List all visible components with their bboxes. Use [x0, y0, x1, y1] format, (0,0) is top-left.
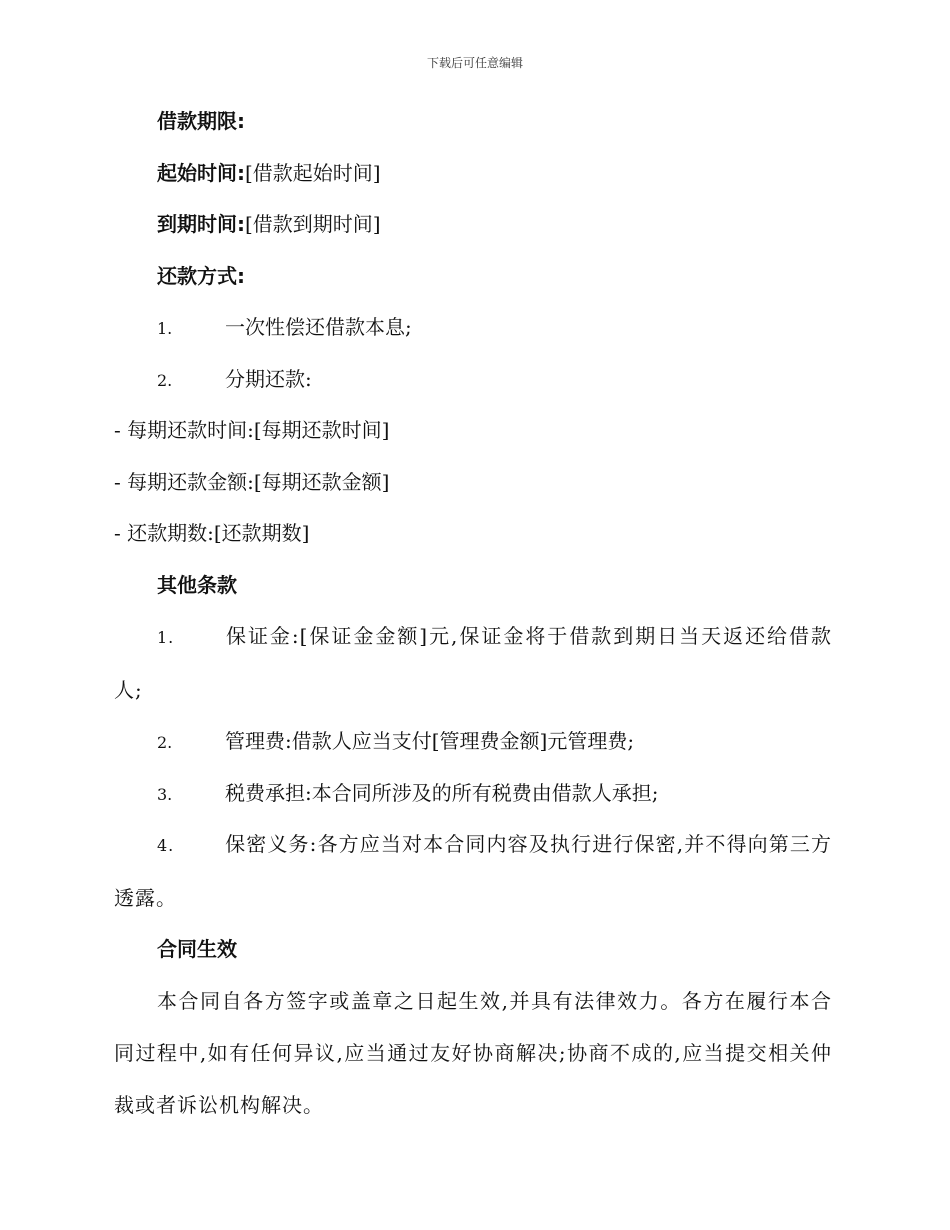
start-time-line	[114, 160, 832, 186]
other-terms-item	[114, 780, 832, 806]
item-number: 2.	[157, 370, 173, 390]
item-number: 3.	[157, 784, 173, 804]
item-text: 管理费:借款人应当支付[管理费金额]元管理费;	[225, 729, 635, 753]
start-time-label: 起始时间:	[157, 160, 245, 185]
repayment-title: 还款方式:	[157, 263, 245, 288]
item-text: 一次性偿还借款本息;	[225, 315, 412, 339]
end-time-label: 到期时间:	[157, 212, 245, 236]
page-header-note: 下载后可任意编辑	[426, 56, 523, 70]
installment-time-line: - 每期还款时间:[每期还款时间]	[114, 418, 390, 442]
other-terms-item	[114, 610, 832, 716]
item-text: 税费承担:本合同所涉及的所有税费由借款人承担;	[225, 780, 659, 805]
item-text: 分期还款:	[225, 366, 312, 391]
effectiveness-paragraph	[114, 975, 832, 1131]
item-text: 保证金:[保证金金额]元,保证金将于借款到期日当天返还给借款人;	[114, 624, 832, 702]
item-number: 4.	[157, 836, 175, 855]
other-terms-item	[114, 728, 832, 754]
loan-term-title: 借款期限:	[157, 109, 245, 133]
repayment-item	[114, 366, 832, 392]
effectiveness-text: 本合同自各方签字或盖章之日起生效,并具有法律效力。各方在履行本合同过程中,如有任何异议,应当通过友好协商解决;协商不成的,应当提交相关仲裁或者诉讼机构解决。	[114, 988, 832, 1117]
item-number: 2.	[157, 733, 173, 752]
item-number: 1.	[157, 319, 173, 338]
item-text: 保密义务:各方应当对本合同内容及执行进行保密,并不得向第三方透露。	[114, 832, 832, 910]
installment-count-line: - 还款期数:[还款期数]	[114, 521, 310, 545]
end-time-value: [借款到期时间]	[245, 212, 381, 236]
start-time-value: [借款起始时间]	[245, 160, 381, 185]
item-number: 1.	[157, 628, 175, 647]
other-terms-item	[114, 818, 832, 924]
repayment-item	[114, 314, 832, 340]
document-body	[114, 108, 832, 1118]
installment-amount-line: - 每期还款金额:[每期还款金额]	[114, 469, 390, 494]
effectiveness-title: 合同生效	[157, 937, 237, 961]
end-time-line	[114, 211, 832, 237]
other-terms-title: 其他条款	[157, 572, 237, 597]
